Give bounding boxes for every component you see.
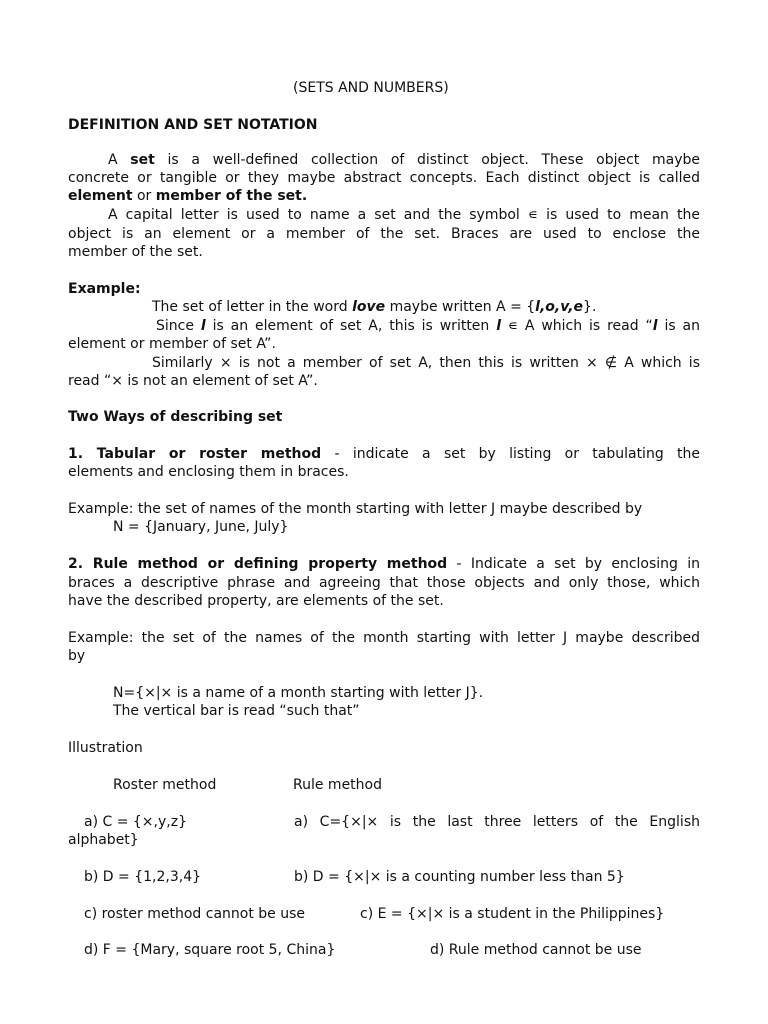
- illustration-d-roster: d) F = {Mary, square root 5, China}: [84, 942, 336, 958]
- tabular-example: Example: the set of names of the month starting with letter J maybe described by: [68, 501, 643, 517]
- tabular-example-set: N = {January, June, July}: [113, 519, 289, 535]
- letter-l: l: [200, 318, 206, 334]
- rule-line1: [68, 555, 700, 573]
- text: is an element of set A, this is written: [205, 318, 497, 334]
- rule-line3: have the described property, are elements of the set.: [68, 593, 444, 609]
- example-line4: Similarly × is not a member of set A, then this is written × ∉ A which is: [152, 355, 700, 371]
- rule-example-line2: by: [68, 648, 86, 664]
- para2-line3: member of the set.: [68, 244, 203, 260]
- illustration-a-rule-line2: alphabet}: [68, 832, 139, 848]
- text: ∊ A which is read “: [501, 318, 653, 334]
- example-line1: [152, 298, 596, 316]
- text: or: [132, 188, 156, 204]
- text: is used to mean the: [537, 207, 700, 223]
- para1-line3: [68, 187, 307, 205]
- set-elements: l,o,v,e: [535, 299, 584, 315]
- example-label: Example:: [68, 281, 141, 297]
- word-love: love: [352, 299, 386, 315]
- text: - Indicate a set by enclosing in: [447, 556, 701, 572]
- element-of-symbol: ∊: [527, 207, 538, 223]
- text: A capital letter is used to name a set and the symbol: [108, 207, 528, 223]
- illustration-label: Illustration: [68, 740, 143, 756]
- rule-example-set: N={×|× is a name of a month starting with letter J}.: [113, 685, 484, 701]
- example-line5: read “× is not an element of set A”.: [68, 373, 318, 389]
- illustration-a-rule-line1: a) C={×|× is the last three letters of the English: [294, 814, 700, 830]
- rule-example-line1: Example: the set of the names of the month starting with letter J maybe described: [68, 630, 700, 646]
- term-element: element: [68, 188, 133, 204]
- illustration-c-rule: c) E = {×|× is a student in the Philippines}: [360, 906, 665, 922]
- text: The set of letter in the word: [152, 299, 353, 315]
- illustration-col-rule: Rule method: [293, 777, 382, 793]
- illustration-d-rule: d) Rule method cannot be use: [430, 942, 642, 958]
- heading-two-ways: Two Ways of describing set: [68, 409, 283, 425]
- tabular-line2: elements and enclosing them in braces.: [68, 464, 349, 480]
- term-set: set: [130, 152, 155, 168]
- illustration-col-roster: Roster method: [113, 777, 217, 793]
- illustration-c-roster: c) roster method cannot be use: [84, 906, 305, 922]
- letter-l: l: [496, 318, 502, 334]
- para1-line1: [108, 151, 700, 169]
- text: is an: [657, 318, 701, 334]
- illustration-a-roster: a) C = {×,y,z}: [84, 814, 187, 830]
- term-member: member of the set.: [155, 188, 308, 204]
- heading-definition: DEFINITION AND SET NOTATION: [68, 117, 318, 133]
- document-title: (SETS AND NUMBERS): [293, 80, 449, 96]
- text: A: [108, 152, 131, 168]
- text: }.: [583, 299, 597, 315]
- para2-line1: [108, 206, 700, 224]
- illustration-b-roster: b) D = {1,2,3,4}: [84, 869, 202, 885]
- tabular-method-title: 1. Tabular or roster method: [68, 446, 322, 462]
- example-line3: element or member of set A”.: [68, 336, 276, 352]
- text: maybe written A = {: [385, 299, 536, 315]
- rule-method-title: 2. Rule method or defining property method: [68, 556, 448, 572]
- tabular-line1: [68, 445, 700, 463]
- example-line2: [156, 317, 700, 335]
- para1-line2: concrete or tangible or they maybe abstract concepts. Each distinct object is called: [68, 170, 700, 186]
- para2-line2: object is an element or a member of the set. Braces are used to enclose the: [68, 226, 700, 242]
- letter-l: l: [652, 318, 658, 334]
- illustration-b-rule: b) D = {×|× is a counting number less than 5}: [294, 869, 625, 885]
- text: is a well-defined collection of distinct object. These object maybe: [154, 152, 700, 168]
- rule-line2: braces a descriptive phrase and agreeing that those objects and only those, which: [68, 575, 700, 591]
- text: Since: [156, 318, 201, 334]
- rule-bar-note: The vertical bar is read “such that”: [113, 703, 360, 719]
- text: - indicate a set by listing or tabulating the: [321, 446, 700, 462]
